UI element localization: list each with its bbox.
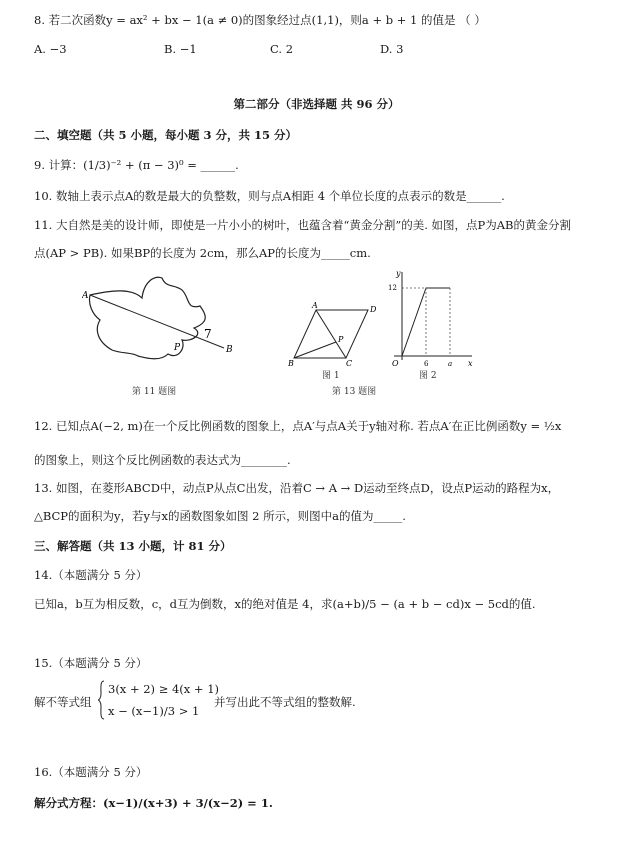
brace-icon [97, 680, 105, 720]
leaf-label-a: A [82, 291, 89, 301]
q15-prefix: 解不等式组 [34, 695, 92, 709]
graph-label-o: O [392, 359, 399, 368]
q8-text: 8. 若二次函数y = ax² + bx − 1(a ≠ 0)的图象经过点(1,1)，则a + b + 1 的值是 （ ） [34, 13, 486, 27]
fig1-caption: 图 1 [322, 371, 340, 381]
q13-line2: △BCP的面积为y，若y与x的函数图象如图 2 所示，则图中a的值为_____. [34, 509, 406, 523]
function-graph [388, 268, 478, 368]
q8-option-b: B. −1 [164, 42, 197, 56]
section2-title: 二、填空题（共 5 小题，每小题 3 分，共 15 分） [34, 128, 298, 142]
q15-suffix: 并写出此不等式组的整数解. [214, 695, 356, 709]
q8-option-a: A. −3 [34, 42, 67, 56]
part2-title: 第二部分（非选择题 共 96 分） [233, 97, 400, 111]
graph-label-twelve: 12 [388, 284, 397, 292]
fig2-caption: 图 2 [419, 371, 437, 381]
q14-header: 14.（本题满分 5 分） [34, 568, 148, 582]
q11-line2: 点(AP > PB). 如果BP的长度为 2cm，那么AP的长度为_____cm. [34, 246, 371, 260]
q15-header: 15.（本题满分 5 分） [34, 656, 148, 670]
q12-line1: 12. 已知点A(−2, m)在一个反比例函数的图象上，点A′与点A关于y轴对称. 若点A′在正比例函数y = ½x [34, 419, 562, 433]
q14-body: 已知a，b互为相反数，c，d互为倒数，x的绝对值是 4，求(a+b)/5 − (a + b − cd)x − 5cd的值. [34, 597, 536, 611]
rhombus-label-d: D [370, 305, 377, 314]
leaf-label-p: P [174, 343, 181, 353]
q12-line2: 的图象上，则这个反比例函数的表达式为________. [34, 453, 291, 467]
q8-option-c: C. 2 [270, 42, 294, 56]
q9-text: 9. 计算：(1/3)⁻² + (π − 3)⁰ = ______. [34, 158, 239, 172]
section3-title: 三、解答题（共 13 小题，计 81 分） [34, 539, 232, 553]
diagonal-ac [316, 310, 346, 358]
graph-label-a: a [448, 360, 453, 368]
q10-text: 10. 数轴上表示点A的数是最大的负整数，则与点A相距 4 个单位长度的点表示的数是______. [34, 189, 505, 203]
graph-label-six: 6 [424, 360, 429, 368]
q15-inequality-1: 3(x + 2) ≥ 4(x + 1) [108, 682, 220, 696]
leaf-caption: 第 11 题图 [132, 387, 177, 397]
rhombus-figure [288, 300, 378, 370]
q13-caption: 第 13 题图 [332, 387, 377, 397]
graph-label-x: x [468, 359, 473, 368]
rhombus-label-b: B [288, 359, 294, 368]
q11-line1: 11. 大自然是美的设计师，即使是一片小小的树叶，也蕴含着“黄金分割”的美. 如图，点P为AB的黄金分割 [34, 218, 572, 232]
leaf-label-b: B [226, 345, 233, 355]
q16-header: 16.（本题满分 5 分） [34, 765, 148, 779]
rhombus-label-a: A [312, 301, 318, 310]
q15-inequality-2: x − (x−1)/3 > 1 [108, 704, 200, 718]
leaf-figure [82, 270, 242, 370]
q8-option-d: D. 3 [380, 42, 404, 56]
rhombus-label-p: P [338, 335, 344, 344]
q13-line1: 13. 如图，在菱形ABCD中，动点P从点C出发，沿着C → A → D运动至终点D，设点P运动的路程为x， [34, 481, 560, 495]
q16-body: 解分式方程：(x−1)/(x+3) + 3/(x−2) = 1. [34, 796, 273, 810]
rhombus-label-c: C [346, 359, 353, 368]
leaf-label-seven: 7 [204, 327, 212, 341]
graph-label-y: y [396, 269, 401, 278]
